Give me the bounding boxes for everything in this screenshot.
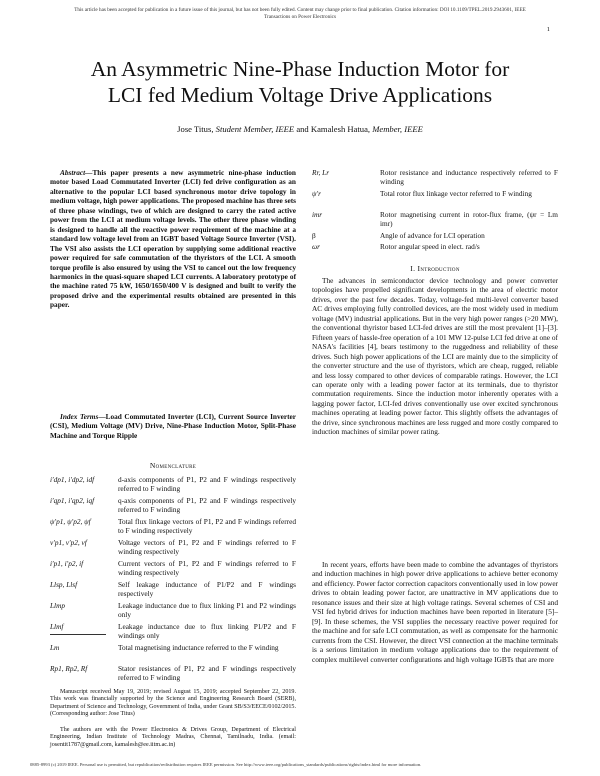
nomenclature-definition: Total flux linkage vectors of P1, P2 and F windings referred to F winding respectively bbox=[118, 517, 296, 536]
nomenclature-symbol: Rp1, Rp2, Rf bbox=[50, 664, 88, 673]
nomenclature-entry bbox=[50, 517, 296, 536]
nomenclature-entry bbox=[50, 622, 296, 641]
nomenclature-symbol: Lm bbox=[50, 643, 60, 652]
nomenclature-entry bbox=[50, 643, 296, 662]
nomenclature-symbol: ψ′p1, ψ′p2, ψf bbox=[50, 517, 91, 526]
nomenclature-symbol: Rr, Lr bbox=[312, 168, 330, 177]
nomenclature-definition: Angle of advance for LCI operation bbox=[380, 231, 485, 240]
author-1-name: Jose Titus, bbox=[177, 124, 214, 134]
index-terms-label: Index Terms bbox=[60, 412, 99, 421]
banner-line-2: Transactions on Power Electronics bbox=[264, 14, 336, 20]
index-terms bbox=[50, 412, 296, 440]
nomenclature-definition: Stator resistances of P1, P2 and F windings respectively referred to F winding bbox=[118, 664, 296, 683]
nomenclature-symbol: v′p1, v′p2, vf bbox=[50, 538, 87, 547]
introduction-heading: I. Introduction bbox=[410, 264, 460, 273]
author-2-role: Member, IEEE bbox=[372, 124, 423, 134]
author-2-name: Kamalesh Hatua, bbox=[310, 124, 371, 134]
nomenclature-entry bbox=[50, 664, 296, 683]
nomenclature-symbol: i′qp1, i′qp2, iqf bbox=[50, 496, 95, 505]
nomenclature-entry bbox=[312, 189, 558, 208]
nomenclature-entry bbox=[50, 559, 296, 578]
nomenclature-definition: d-axis components of P1, P2 and F windings respectively referred to F winding bbox=[118, 475, 296, 494]
abstract-label: Abstract— bbox=[60, 168, 93, 177]
nomenclature-entry bbox=[312, 168, 558, 187]
nomenclature-definition: Voltage vectors of P1, P2 and F windings referred to F winding respectively bbox=[118, 538, 296, 557]
index-terms-text: —Load Commutated Inverter (LCI), Current Source Inverter (CSI), Medium Voltage (MV) Drive, Nine-Phase Induction Motor, Split-Phase Machine and Torque Ripple bbox=[50, 412, 296, 440]
footnote-rule bbox=[50, 634, 106, 635]
journal-banner bbox=[0, 7, 600, 21]
nomenclature-entry bbox=[50, 580, 296, 599]
nomenclature-definition: Current vectors of P1, P2 and F windings referred to F winding respectively bbox=[118, 559, 296, 578]
copyright-line: 0885-8993 (c) 2019 IEEE. Personal use is permitted, but republication/redistribution requires IEEE permission. See http://www.ieee.org/publications_standards/publications/rights/index.html for more information. bbox=[30, 762, 422, 767]
title-line-1: An Asymmetric Nine-Phase Induction Motor for bbox=[90, 57, 510, 81]
footnote-received: Manuscript received May 19, 2019; revised August 15, 2019; accepted September 22, 2019. This work was financially supported by the Science and Engineering Research Board (SERB), Department of Science and Technology, Government of India, under Grant SB/S3/EECE/0102/2015. (Corresponding author: Jose Titus) bbox=[50, 689, 296, 718]
nomenclature-symbol: ψ′r bbox=[312, 189, 321, 198]
nomenclature-entry bbox=[50, 538, 296, 557]
introduction-paragraph-2: In recent years, efforts have been made to combine the advantages of thyristors and induction machines in high power drive applications to achieve better economy and efficiency. Power factor correction capacitors conventionally used in low power drives to obtain leading power factor, are unattractive in MV applications due to resonance issues and their size at high voltage ratings. Several schemes of CSI and VSI fed hybrid drives for induction machines have been reported in literature [5]–[9]. In these schemes, the VSI supplies the necessary reactive power required for the machine and for safe LCI commutation, as well as compensate for the harmonic currents from the CSI. However, the direct VSI connection at the machine terminals is a serious limitation in medium voltage applications due to the requirement of complex multilevel converter configurations and high voltage IGBTs that are more bbox=[312, 560, 558, 664]
nomenclature-definition: Total magnetising inductance referred to the F winding bbox=[118, 643, 279, 652]
nomenclature-entry bbox=[312, 210, 558, 229]
nomenclature-symbol: imr bbox=[312, 210, 323, 219]
nomenclature-definition: Leakage inductance due to flux linking P1 and P2 windings only bbox=[118, 601, 296, 620]
nomenclature-entry bbox=[312, 231, 558, 241]
nomenclature-entry bbox=[312, 242, 558, 252]
nomenclature-symbol: i′dp1, i′dp2, idf bbox=[50, 475, 95, 484]
nomenclature-symbol: Llmp bbox=[50, 601, 66, 610]
abstract bbox=[50, 168, 296, 310]
nomenclature-entry bbox=[50, 475, 296, 494]
paper-title bbox=[40, 56, 560, 108]
author-line bbox=[40, 124, 560, 134]
nomenclature-entry bbox=[50, 601, 296, 620]
nomenclature-definition: Total rotor flux linkage vector referred to F winding bbox=[380, 189, 532, 198]
abstract-text: This paper presents a new asymmetric nine-phase induction motor based Load Commutated Inverter (LCI) fed drive configuration as an alternative to the popular LCI based synchronous motor drive topology in medium voltage, high power applications. The proposed machine has three sets of three phase windings, two of which are designed to carry the rated active power from the LCI at medium voltage levels. The other three phase winding is designed to handle all the reactive power requirement of the machine at a standard low voltage level from an IGBT based Voltage Source Inverter (VSI). The VSI also assists the LCI operation by supplying some additional reactive power required for safe commutation of the thyristors of the LCI. A smooth torque profile is also ensured by using the VSI to cancel out the low frequency harmonics in the quasi-square shaped LCI currents. A laboratory prototype of the machine rated 75 kW, 1650/1650/400 V is designed and built to verify the proposed drive and the experimental results obtained are presented in this paper. bbox=[50, 168, 296, 310]
nomenclature-symbol: Llmf bbox=[50, 622, 64, 631]
nomenclature-heading: Nomenclature bbox=[149, 461, 197, 470]
banner-line-1: This article has been accepted for publication in a future issue of this journal, but has not been fully edited. Content may change prior to final publication. Citation information: DOI 10.1109/TPEL.2019.2943601, IEEE bbox=[74, 7, 526, 13]
nomenclature-definition: Leakage inductance due to flux linking P1/P2 and F windings only bbox=[118, 622, 296, 641]
nomenclature-definition: Rotor magnetising current in rotor-flux frame, (ψr = Lm imr) bbox=[380, 210, 558, 229]
introduction-paragraph-1: The advances in semiconductor device technology and power converter topologies have propelled significant developments in the area of electric motor drives, over the past few decades. Today, voltage-fed multi-level converter based AC drives employing fully controlled devices, are the most widely used in medium voltage (MV) industrial applications. But in the very high power ranges (>20 MW), the conventional thyristor based LCI-fed drives are still the most prevalent [1]–[3]. Fifteen years of hassle-free operation of a 101 MW 12-pulse LCI fed drive at one of NASA's facilities [4], bears testimony to the ruggedness and reliability of these drives. Such high power applications of the LCI are mainly due to the simplicity of the converter structure and the use of thyristors, which are cheap, rugged, reliable and less lossy compared to other devices of comparable ratings. However, the LCI can operate only with a leading power factor at its terminals, due to thyristor commutation requirements. Since the induction motor inherently operates with a lagging power factor, LCI-fed drives conventionally use over excited synchronous machines operating at leading power factor. This slightly offsets the advantages of the drive, since synchronous machines are less rugged and more costly compared to induction machines of similar power rating. bbox=[312, 276, 558, 437]
nomenclature-definition: q-axis components of P1, P2 and F windings respectively referred to F winding bbox=[118, 496, 296, 515]
page-number: 1 bbox=[546, 26, 550, 33]
nomenclature-definition: Rotor resistance and inductance respectively referred to F winding bbox=[380, 168, 558, 187]
author-1-role: Student Member, IEEE bbox=[215, 124, 295, 134]
nomenclature-symbol: Llsp, Llsf bbox=[50, 580, 78, 589]
nomenclature-definition: Self leakage inductance of P1/P2 and F windings respectively bbox=[118, 580, 296, 599]
nomenclature-symbol: ωr bbox=[312, 242, 320, 251]
title-line-2: LCI fed Medium Voltage Drive Applications bbox=[107, 83, 493, 107]
nomenclature-symbol: β bbox=[312, 231, 316, 240]
footnote-affiliation: The authors are with the Power Electronics & Drives Group, Department of Electrical Engineering, Indian Institute of Technology Madras, Chennai, Tamilnadu, India. (email: josentit1787@gmail.com, kamalesh@ee.iitm.ac.in) bbox=[50, 727, 296, 748]
nomenclature-entry bbox=[50, 496, 296, 515]
nomenclature-symbol: i′p1, i′p2, if bbox=[50, 559, 84, 568]
nomenclature-definition: Rotor angular speed in elect. rad/s bbox=[380, 242, 480, 251]
author-conjunction: and bbox=[296, 124, 309, 134]
